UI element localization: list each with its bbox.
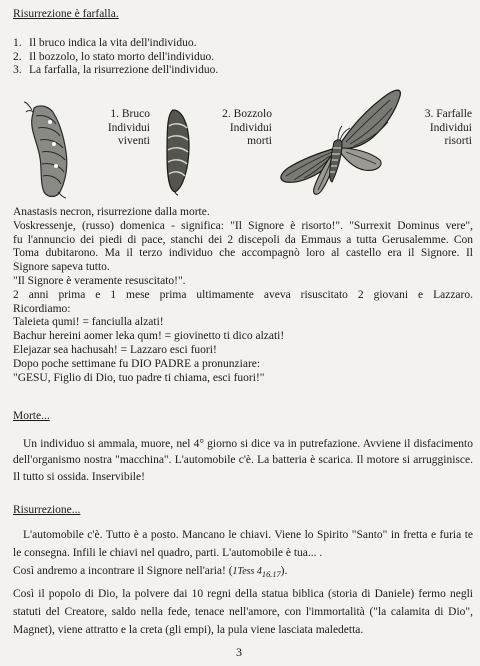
reference-verses: 16.17	[261, 570, 281, 580]
body-line: Signore sapeva tutto.	[13, 261, 110, 274]
body-line: Dopo poche settimane fu DIO PADRE a pronunziare:	[13, 357, 261, 370]
list-text: Il bozzolo, lo stato morto dell'individuo.	[29, 50, 215, 63]
label-line: Individui	[107, 121, 150, 134]
morte-paragraph	[13, 436, 473, 485]
reference-book: 1Tess 4	[232, 566, 262, 578]
section-heading-risurrezione: Risurrezione...	[13, 504, 81, 516]
list-text: Il bruco indica la vita dell'individuo.	[29, 37, 197, 49]
label-line: 2. Bozzolo	[222, 108, 272, 120]
label-line: risorti	[444, 135, 472, 147]
list-text: La farfalla, la risurrezione dell'individuo.	[29, 64, 219, 76]
body-line: Elejazar sea hachusah! = Lazzaro esci fuori!	[13, 343, 217, 356]
page-number: 3	[236, 645, 242, 659]
list-number: 2.	[13, 50, 22, 63]
section-heading-morte: Morte...	[13, 410, 50, 422]
morte-text: Un individuo si ammala, muore, nel 4° giorno si dice va in putrefazione. Avviene il disfacimento dell'organismo nostra "macchina". L'automobile c'è. La batteria è scarica. Il motore si arrugginisce. Il tutto si ossida. Inservibile!	[13, 438, 473, 483]
label-line: viventi	[118, 135, 150, 147]
paragraph-end: ).	[280, 565, 288, 578]
risurrezione-paragraph: Così il popolo di Dio, la polvere dai 10 regni della statua biblica (storia di Daniele) fermo negli statuti del Creatore, saldo nella fede, tenace nell'amore, con l'immortalità ("la calamita di Dio", Magnet), viene attratto e la creta (gli empi), la pula viene lasciata maledetta.	[13, 587, 473, 637]
list-number: 1.	[13, 37, 22, 49]
body-line: Bachur hereini aomer leka qum! = giovinetto ti dico alzati!	[13, 330, 285, 343]
risurrezione-paragraph	[13, 562, 473, 584]
body-line: 2 anni prima e 1 mese prima ultimamente aveva risuscitato 2 giovani e Lazzaro.	[13, 288, 473, 301]
list-item	[13, 37, 218, 51]
label-line: morti	[247, 135, 272, 147]
caterpillar-illustration	[20, 100, 78, 200]
body-line: Taleieta qumi! = fanciulla alzati!	[13, 316, 164, 329]
numbered-list	[13, 37, 218, 78]
body-line: "Il Signore è veramente resuscitato!".	[13, 274, 186, 287]
body-text-block	[13, 206, 473, 385]
figure-label-farfalla	[414, 108, 472, 149]
figure-label-bozzolo	[212, 108, 272, 149]
risurrezione-paragraphs	[13, 526, 473, 639]
body-line: Anastasis necron, risurrezione dalla morte.	[13, 206, 210, 218]
body-line: fu l'annuncio dei piedi di pace, stanchi dei 2 discepoli da Emmaus a tutta Gerusalemme. Con	[13, 233, 473, 246]
paragraph-text: Così andremo a incontrare il Signore nell'aria! (	[13, 565, 233, 578]
figure-label-bruco	[98, 108, 150, 149]
body-line: Ricordiamo:	[13, 302, 71, 315]
bible-reference	[232, 566, 281, 580]
list-number: 3.	[13, 64, 22, 76]
moth-illustration	[276, 86, 414, 202]
label-line: 1. Bruco	[110, 108, 150, 120]
body-line: "GESU, Figlio di Dio, tuo padre ti chiama, esci fuori!"	[13, 371, 265, 384]
risurrezione-paragraph: L'automobile c'è. Tutto è a posto. Mancano le chiavi. Viene lo Spirito "Santo" in fretta e furia te le consegna. Infili le chiavi nel quadro, parti. L'automobile è tua... .	[13, 529, 473, 560]
cocoon-illustration	[163, 106, 193, 196]
label-line: 3. Farfalle	[424, 108, 472, 120]
label-line: Individui	[429, 121, 472, 134]
body-line: Toma dubitarono. Ma il terzo individuo che accompagnò loro al castello era il Signore. Il	[13, 247, 473, 260]
label-line: Individui	[229, 121, 272, 134]
body-line: Voskressenje, (russo) domenica - significa: "Il Signore è risorto!". "Surrexit Dominus vere",	[13, 219, 473, 232]
list-item	[13, 64, 218, 78]
list-item	[13, 51, 218, 65]
section-heading-farfalla: Risurrezione è farfalla.	[13, 8, 119, 20]
